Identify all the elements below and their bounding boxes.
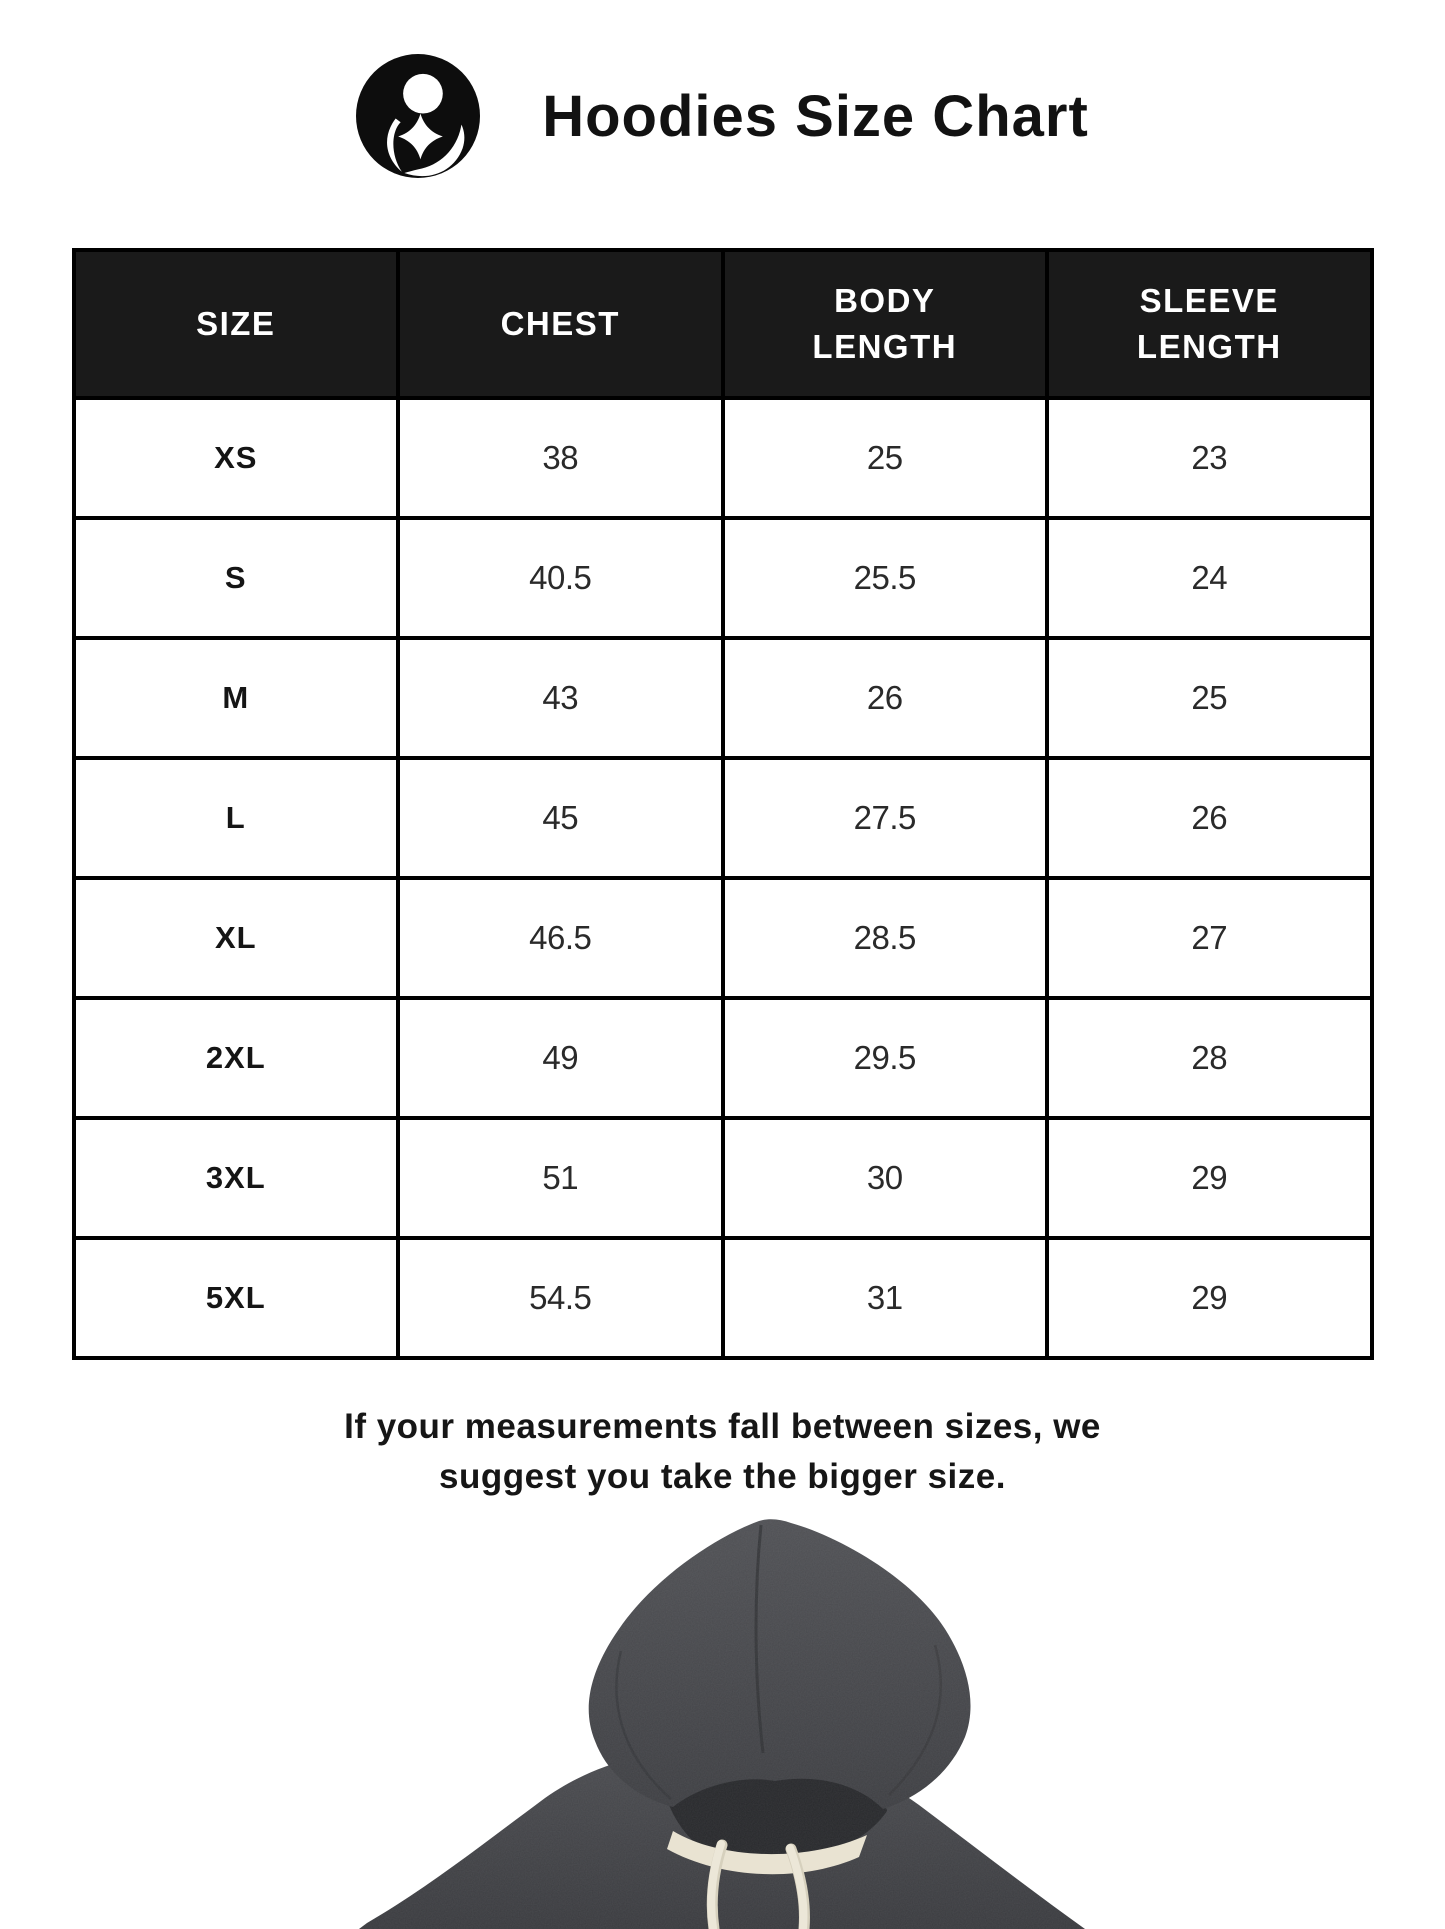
size-label: 2XL	[74, 998, 399, 1118]
chest-value: 49	[398, 998, 723, 1118]
mother-baby-logo-icon	[356, 54, 480, 178]
table-row	[74, 758, 1372, 878]
sizing-note-line2: suggest you take the bigger size.	[439, 1457, 1006, 1497]
body-length-value: 30	[723, 1118, 1048, 1238]
table-header-row	[74, 250, 1372, 398]
chest-value: 40.5	[398, 518, 723, 638]
size-label: 3XL	[74, 1118, 399, 1238]
body-length-value: 28.5	[723, 878, 1048, 998]
table-row	[74, 518, 1372, 638]
size-label: XS	[74, 398, 399, 518]
sleeve-length-value: 25	[1047, 638, 1372, 758]
page-title: Hoodies Size Chart	[542, 83, 1089, 149]
brand-header	[0, 0, 1445, 178]
size-label: L	[74, 758, 399, 878]
size-table	[72, 248, 1374, 1360]
size-label: 5XL	[74, 1238, 399, 1358]
sleeve-length-value: 29	[1047, 1118, 1372, 1238]
column-header-chest: CHEST	[398, 250, 723, 398]
table-row	[74, 878, 1372, 998]
sleeve-length-value: 29	[1047, 1238, 1372, 1358]
chest-value: 46.5	[398, 878, 723, 998]
size-label: M	[74, 638, 399, 758]
sleeve-length-value: 28	[1047, 998, 1372, 1118]
table-row	[74, 1238, 1372, 1358]
body-length-value: 27.5	[723, 758, 1048, 878]
table-row	[74, 398, 1372, 518]
chest-value: 43	[398, 638, 723, 758]
body-length-value: 25	[723, 398, 1048, 518]
table-row	[74, 638, 1372, 758]
size-label: S	[74, 518, 399, 638]
body-length-value: 31	[723, 1238, 1048, 1358]
sleeve-length-value: 27	[1047, 878, 1372, 998]
size-label: XL	[74, 878, 399, 998]
sleeve-length-value: 23	[1047, 398, 1372, 518]
chest-value: 45	[398, 758, 723, 878]
chest-value: 38	[398, 398, 723, 518]
chest-value: 54.5	[398, 1238, 723, 1358]
column-header-sleeve-length: SLEEVE LENGTH	[1047, 250, 1372, 398]
sizing-note-line1: If your measurements fall between sizes, we	[344, 1407, 1101, 1446]
table-row	[74, 1118, 1372, 1238]
column-header-size: SIZE	[74, 250, 399, 398]
sizing-note	[0, 1402, 1445, 1503]
sleeve-length-value: 26	[1047, 758, 1372, 878]
chest-value: 51	[398, 1118, 723, 1238]
body-length-value: 25.5	[723, 518, 1048, 638]
hoodie-product-image	[0, 1515, 1445, 1929]
sleeve-length-value: 24	[1047, 518, 1372, 638]
table-row	[74, 998, 1372, 1118]
body-length-value: 29.5	[723, 998, 1048, 1118]
body-length-value: 26	[723, 638, 1048, 758]
column-header-body-length: BODY LENGTH	[723, 250, 1048, 398]
hoodie-illustration	[323, 1515, 1123, 1929]
